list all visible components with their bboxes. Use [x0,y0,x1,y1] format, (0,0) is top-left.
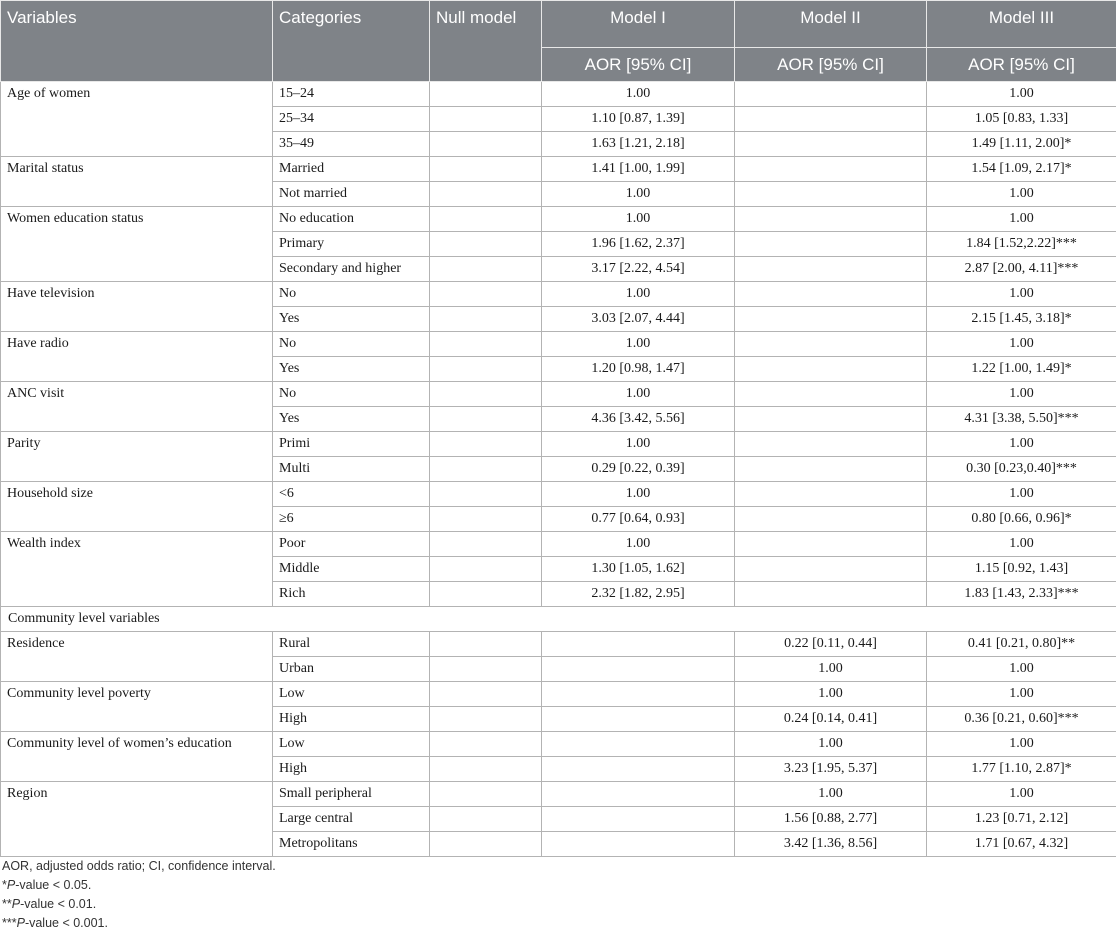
model-1-cell: 1.96 [1.62, 2.37] [542,232,735,257]
model-2-cell [735,482,927,507]
table-row [1,632,1116,657]
category-cell: Low [273,682,430,707]
category-cell: High [273,707,430,732]
model-1-cell [542,707,735,732]
model-1-cell: 0.29 [0.22, 0.39] [542,457,735,482]
variable-name: Region [1,782,273,857]
model-2-cell [735,182,927,207]
header-categories: Categories [273,1,430,82]
null-model-cell [430,682,542,707]
model-1-cell [542,832,735,857]
category-cell: ≥6 [273,507,430,532]
null-model-cell [430,182,542,207]
null-model-cell [430,232,542,257]
footnote-p01-p: P [11,897,21,911]
model-3-cell: 1.00 [927,382,1116,407]
model-2-cell: 1.00 [735,657,927,682]
model-2-cell [735,532,927,557]
model-3-cell: 1.00 [927,532,1116,557]
model-1-cell: 1.00 [542,532,735,557]
variable-name: Residence [1,632,273,682]
table-row [1,782,1116,807]
model-1-cell: 1.00 [542,282,735,307]
null-model-cell [430,332,542,357]
model-2-cell [735,582,927,607]
null-model-cell [430,782,542,807]
category-cell: Yes [273,357,430,382]
model-2-cell: 1.00 [735,732,927,757]
null-model-cell [430,532,542,557]
model-3-cell: 1.00 [927,432,1116,457]
table-header [1,1,1116,82]
footnote-p001-p: P [16,916,25,930]
table-row [1,82,1116,107]
null-model-cell [430,257,542,282]
variable-name: Community level poverty [1,682,273,732]
model-1-cell: 4.36 [3.42, 5.56] [542,407,735,432]
model-3-cell: 1.00 [927,657,1116,682]
null-model-cell [430,632,542,657]
model-1-cell [542,632,735,657]
model-1-cell: 1.00 [542,82,735,107]
null-model-cell [430,157,542,182]
model-1-cell: 2.32 [1.82, 2.95] [542,582,735,607]
null-model-cell [430,432,542,457]
category-cell: Primi [273,432,430,457]
model-1-cell: 1.00 [542,482,735,507]
category-cell: No [273,382,430,407]
model-3-cell: 1.15 [0.92, 1.43] [927,557,1116,582]
table-row [1,532,1116,557]
model-3-cell: 1.83 [1.43, 2.33]*** [927,582,1116,607]
model-3-cell: 1.00 [927,682,1116,707]
variable-name: Wealth index [1,532,273,607]
table-row [1,682,1116,707]
model-1-cell [542,782,735,807]
null-model-cell [430,407,542,432]
category-cell: Rich [273,582,430,607]
model-3-cell: 1.05 [0.83, 1.33] [927,107,1116,132]
model-3-cell: 1.84 [1.52,2.22]*** [927,232,1116,257]
model-2-cell [735,107,927,132]
model-3-cell: 0.41 [0.21, 0.80]** [927,632,1116,657]
category-cell: Metropolitans [273,832,430,857]
table-row [1,282,1116,307]
null-model-cell [430,457,542,482]
model-1-cell: 1.00 [542,432,735,457]
model-3-cell: 1.23 [0.71, 2.12] [927,807,1116,832]
category-cell: Poor [273,532,430,557]
table-row [1,207,1116,232]
model-3-cell: 0.80 [0.66, 0.96]* [927,507,1116,532]
model-3-cell: 0.30 [0.23,0.40]*** [927,457,1116,482]
null-model-cell [430,132,542,157]
category-cell: 25–34 [273,107,430,132]
table-row [1,732,1116,757]
variable-name: Age of women [1,82,273,157]
category-cell: Low [273,732,430,757]
model-1-cell [542,757,735,782]
footnote-p01 [2,896,96,912]
table-row [1,482,1116,507]
null-model-cell [430,382,542,407]
model-1-cell: 1.00 [542,207,735,232]
model-1-cell: 3.03 [2.07, 4.44] [542,307,735,332]
model-2-cell [735,307,927,332]
model-3-cell: 2.15 [1.45, 3.18]* [927,307,1116,332]
model-1-cell: 1.00 [542,382,735,407]
section-row [1,607,1116,632]
category-cell: No [273,282,430,307]
model-2-cell [735,232,927,257]
null-model-cell [430,507,542,532]
null-model-cell [430,557,542,582]
null-model-cell [430,107,542,132]
model-3-cell: 1.00 [927,182,1116,207]
model-1-cell: 1.41 [1.00, 1.99] [542,157,735,182]
null-model-cell [430,582,542,607]
model-2-cell: 1.00 [735,782,927,807]
model-2-cell [735,82,927,107]
null-model-cell [430,207,542,232]
category-cell: No education [273,207,430,232]
model-1-cell: 1.00 [542,332,735,357]
footnote-p001-stars: *** [2,916,17,930]
category-cell: Yes [273,407,430,432]
footnote-p001 [2,915,108,931]
footnote-p05-stars: * [2,878,7,892]
model-2-cell [735,132,927,157]
null-model-cell [430,307,542,332]
model-3-cell: 1.54 [1.09, 2.17]* [927,157,1116,182]
model-3-cell: 1.22 [1.00, 1.49]* [927,357,1116,382]
variable-name: Women education status [1,207,273,282]
category-cell: High [273,757,430,782]
table-row [1,382,1116,407]
null-model-cell [430,357,542,382]
null-model-cell [430,757,542,782]
model-2-cell: 1.56 [0.88, 2.77] [735,807,927,832]
model-2-cell [735,432,927,457]
model-1-cell: 1.30 [1.05, 1.62] [542,557,735,582]
null-model-cell [430,707,542,732]
category-cell: No [273,332,430,357]
model-2-cell [735,407,927,432]
model-3-cell: 1.71 [0.67, 4.32] [927,832,1116,857]
model-3-cell: 1.00 [927,282,1116,307]
model-2-cell: 3.42 [1.36, 8.56] [735,832,927,857]
header-null-model: Null model [430,1,542,82]
variable-name: ANC visit [1,382,273,432]
model-3-cell: 0.36 [0.21, 0.60]*** [927,707,1116,732]
model-1-cell: 1.63 [1.21, 2.18] [542,132,735,157]
header-aor-model-3: AOR [95% CI] [927,48,1116,82]
model-1-cell [542,657,735,682]
header-aor-model-2: AOR [95% CI] [735,48,927,82]
model-2-cell [735,157,927,182]
variable-name: Community level of women’s education [1,732,273,782]
footnote-p05 [2,877,91,893]
header-variables: Variables [1,1,273,82]
variable-name: Parity [1,432,273,482]
table-body [1,82,1116,857]
model-2-cell: 0.24 [0.14, 0.41] [735,707,927,732]
table-row [1,157,1116,182]
category-cell: Urban [273,657,430,682]
model-3-cell: 1.00 [927,782,1116,807]
model-3-cell: 1.00 [927,82,1116,107]
null-model-cell [430,807,542,832]
section-label: Community level variables [1,607,1116,632]
model-2-cell [735,332,927,357]
model-3-cell: 1.77 [1.10, 2.87]* [927,757,1116,782]
variable-name: Have television [1,282,273,332]
category-cell: Rural [273,632,430,657]
model-1-cell [542,682,735,707]
null-model-cell [430,82,542,107]
model-1-cell: 1.00 [542,182,735,207]
model-2-cell: 1.00 [735,682,927,707]
footnote-p01-stars: ** [2,897,12,911]
header-model-1: Model I [542,1,735,48]
category-cell: Married [273,157,430,182]
table-row [1,332,1116,357]
model-2-cell: 0.22 [0.11, 0.44] [735,632,927,657]
model-1-cell: 3.17 [2.22, 4.54] [542,257,735,282]
null-model-cell [430,732,542,757]
model-2-cell: 3.23 [1.95, 5.37] [735,757,927,782]
model-1-cell [542,807,735,832]
model-1-cell: 1.20 [0.98, 1.47] [542,357,735,382]
model-2-cell [735,207,927,232]
null-model-cell [430,832,542,857]
model-1-cell: 1.10 [0.87, 1.39] [542,107,735,132]
model-3-cell: 4.31 [3.38, 5.50]*** [927,407,1116,432]
null-model-cell [430,482,542,507]
footnote-abbreviations: AOR, adjusted odds ratio; CI, confidence interval. [2,859,276,873]
footnote-p05-text: -value < 0.05. [15,878,92,892]
footnote-p01-text: -value < 0.01. [20,897,97,911]
category-cell: Middle [273,557,430,582]
model-1-cell: 0.77 [0.64, 0.93] [542,507,735,532]
model-2-cell [735,457,927,482]
model-3-cell: 1.49 [1.11, 2.00]* [927,132,1116,157]
model-2-cell [735,282,927,307]
category-cell: 35–49 [273,132,430,157]
model-1-cell [542,732,735,757]
table-row [1,432,1116,457]
category-cell: Not married [273,182,430,207]
model-2-cell [735,507,927,532]
footnote-p001-text: -value < 0.001. [24,916,108,930]
category-cell: Secondary and higher [273,257,430,282]
model-2-cell [735,257,927,282]
category-cell: <6 [273,482,430,507]
header-aor-model-1: AOR [95% CI] [542,48,735,82]
null-model-cell [430,282,542,307]
variable-name: Household size [1,482,273,532]
header-model-2: Model II [735,1,927,48]
model-2-cell [735,557,927,582]
category-cell: 15–24 [273,82,430,107]
model-3-cell: 1.00 [927,332,1116,357]
model-3-cell: 2.87 [2.00, 4.11]*** [927,257,1116,282]
category-cell: Small peripheral [273,782,430,807]
category-cell: Yes [273,307,430,332]
null-model-cell [430,657,542,682]
footnote-p05-p: P [6,878,16,892]
header-model-3: Model III [927,1,1116,48]
category-cell: Large central [273,807,430,832]
model-3-cell: 1.00 [927,482,1116,507]
variable-name: Marital status [1,157,273,207]
model-3-cell: 1.00 [927,207,1116,232]
model-3-cell: 1.00 [927,732,1116,757]
variable-name: Have radio [1,332,273,382]
category-cell: Primary [273,232,430,257]
model-2-cell [735,357,927,382]
model-2-cell [735,382,927,407]
category-cell: Multi [273,457,430,482]
